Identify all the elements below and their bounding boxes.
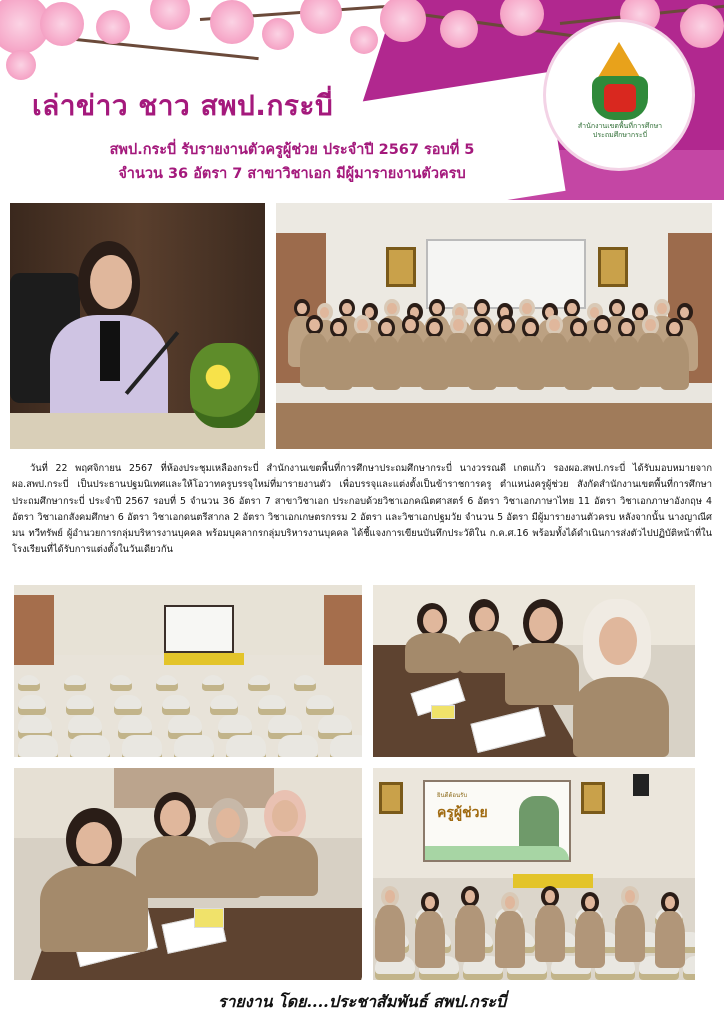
cherry-blossom [680,4,724,48]
photo-meeting-room [14,585,362,757]
chair [210,695,238,715]
chair [248,675,270,691]
slide-title: ครูผู้ช่วย [437,805,488,821]
photo-deputy-director [10,203,265,449]
photo-presentation [373,768,695,980]
flower-bouquet [190,343,260,428]
chair [306,695,334,715]
slide-caption: ยินดีต้อนรับ [437,792,468,799]
name-tag [431,705,455,719]
chair [18,675,40,691]
obec-emblem-icon [546,22,692,168]
chair [258,695,286,715]
cherry-blossom [6,50,36,80]
chair [110,675,132,691]
subtitle-line-2: จำนวน 36 อัตรา 7 สาขาวิชาเอก มีผู้มารายงานตัวครบ [118,166,466,182]
group-of-teachers [276,203,712,449]
header-banner [0,0,724,200]
audience [373,768,695,980]
window [114,768,274,808]
cherry-blossom [350,26,378,54]
photo-seated-teachers [373,585,695,757]
cherry-blossom [300,0,342,34]
chair [66,695,94,715]
chair [226,735,266,757]
chair [162,695,190,715]
emblem-core [604,84,636,112]
subtitle-line-1: สพป.กระบี่ รับรายงานตัวครูผู้ช่วย ประจำปี 2567 รอบที่ 5 [109,142,475,158]
chair [156,675,178,691]
cherry-blossom [440,10,478,48]
page-title: เล่าข่าว ชาว สพป.กระบี่ [32,89,334,122]
chair [330,735,362,757]
cherry-blossom [150,0,190,30]
report-credit: รายงาน โดย....ประชาสัมพันธ์ สพป.กระบี่ [217,992,507,1011]
chair [122,735,162,757]
chair [174,735,214,757]
chair-rows [14,585,362,757]
chair [18,735,58,757]
cherry-blossom [96,10,130,44]
chair [294,675,316,691]
chair [278,735,318,757]
chair [70,735,110,757]
cherry-blossom [262,18,294,50]
photo-group [276,203,712,449]
news-paragraph: วันที่ 22 พฤศจิกายน 2567 ที่ห้องประชุมเหลืองกระบี่ สำนักงานเขตพื้นที่การศึกษาประถมศึกษากระบี่ นางวรรณดี เกตแก้ว รองผอ.สพป.กระบี่ ได้รับมอบหมายจาก ผอ.สพป.กระบี่ เป็นประธานปฐมนิเทศและให้โอวาทครูบรรจุใหม่ที่มารายงานตัว เพื่อบรรจุและแต่งตั้งเป็นข้าราชการครู ตำแหน่งครูผู้ช่วย สังกัดสำนักงานเขตพื้นที่การศึกษาประถมศึกษากระบี่ ประจำปี 2567 รอบที่ 5 จำนวน 36 อัตรา 7 สาขาวิชาเอก ประกอบด้วยวิชาเอกคณิตศาสตร์ 6 อัตรา วิชาเอกภาษาไทย 11 อัตรา วิชาเอกภาษาอังกฤษ 4 อัตรา วิชาเอกสังคมศึกษา 6 อัตรา วิชาเอกดนตรีสากล 2 อัตรา วิชาเอกเกษตรกรรม 2 อัตรา และวิชาเอกปฐมวัย จำนวน 5 อัตรา มีผู้มารายงานตัวครบ หลังจากนั้น นางญาณีศมน ทวีทรัพย์ ผู้อำนวยการกลุ่มบริหารงานบุคคล พร้อมบุคลากรกลุ่มบริหารงานบุคคล ได้ชี้แจงการเขียนบันทึกประวัติใน ก.ค.ศ.16 พร้อมทั้งได้ดำเนินการส่งตัวไปปฏิบัติหน้าที่ในโรงเรียนที่ได้รับการแต่งตั้งในวันเดียวกัน [12,463,712,556]
cherry-blossom [210,0,254,44]
chair [64,675,86,691]
logo-text: สำนักงานเขตพื้นที่การศึกษาประถมศึกษากระบี่ [577,122,663,139]
chair [202,675,224,691]
name-tag [194,908,224,928]
chair [18,695,46,715]
chair [114,695,142,715]
cherry-blossom [40,2,84,46]
photo-front-row [14,768,362,980]
news-body [12,461,712,559]
